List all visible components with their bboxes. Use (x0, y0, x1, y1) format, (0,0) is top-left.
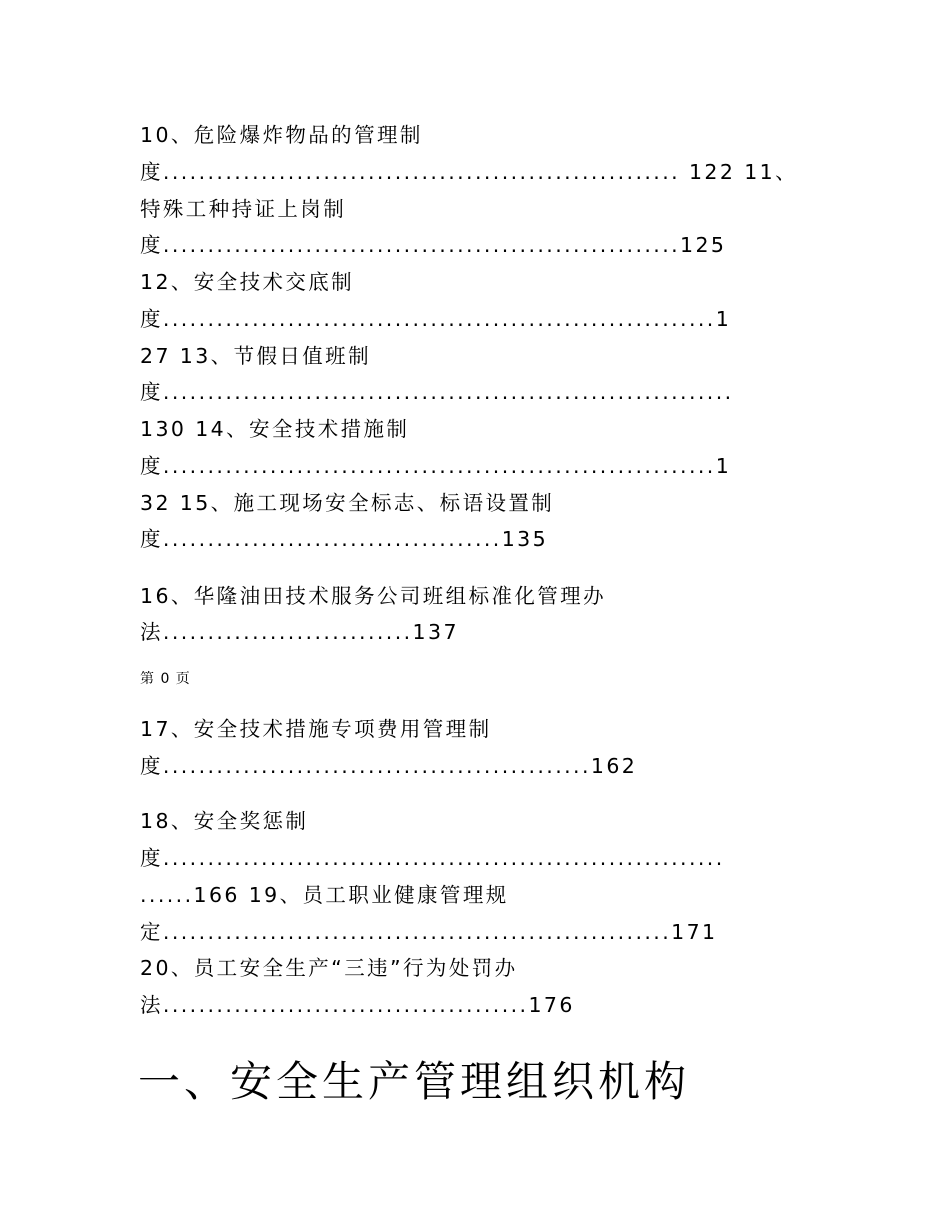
section-heading: 一、安全生产管理组织机构 (138, 1057, 691, 1106)
toc-entry-13-title: 27 13、节假日值班制 (140, 344, 371, 368)
toc-entry-14-title: 130 14、安全技术措施制 (140, 417, 410, 441)
toc-entry-18-title: 18、安全奖惩制 (140, 809, 309, 833)
toc-entry-17-page-line: 度................................................162 (140, 754, 638, 778)
toc-entry-14-page-line: 度..............................................................1 (140, 454, 732, 478)
toc-entry-17-title: 17、安全技术措施专项费用管理制 (140, 717, 492, 741)
toc-entry-16-page-line: 法............................137 (140, 620, 459, 644)
toc-entry-11-page-line: 度..........................................................125 (140, 233, 727, 257)
toc-entry-10-title: 10、危险爆炸物品的管理制 (140, 123, 423, 147)
toc-entry-15-page-line: 度......................................135 (140, 527, 549, 551)
toc-entry-13-page-line: 度................................................................ (140, 380, 734, 404)
toc-entry-20-title: 20、员工安全生产“三违”行为处罚办 (140, 956, 518, 980)
toc-entry-16-title: 16、华隆油田技术服务公司班组标准化管理办 (140, 584, 606, 608)
toc-entry-18-page-line: 度............................................................... (140, 846, 725, 870)
toc-entry-20-page-line: 法.........................................176 (140, 993, 575, 1017)
toc-entry-12-page-line: 度..............................................................1 (140, 307, 732, 331)
toc-entry-19-page-line: 定.........................................................171 (140, 920, 718, 944)
toc-entry-15-title: 32 15、施工现场安全标志、标语设置制 (140, 491, 555, 515)
toc-entry-12-title: 12、安全技术交底制 (140, 270, 355, 294)
toc-entry-11-title: 特殊工种持证上岗制 (140, 197, 347, 221)
toc-entry-10-page-line: 度.......................................................... 122 11、 (140, 160, 798, 184)
page-number: 第 0 页 (140, 671, 191, 687)
toc-entry-19-title: ......166 19、员工职业健康管理规 (140, 883, 509, 907)
